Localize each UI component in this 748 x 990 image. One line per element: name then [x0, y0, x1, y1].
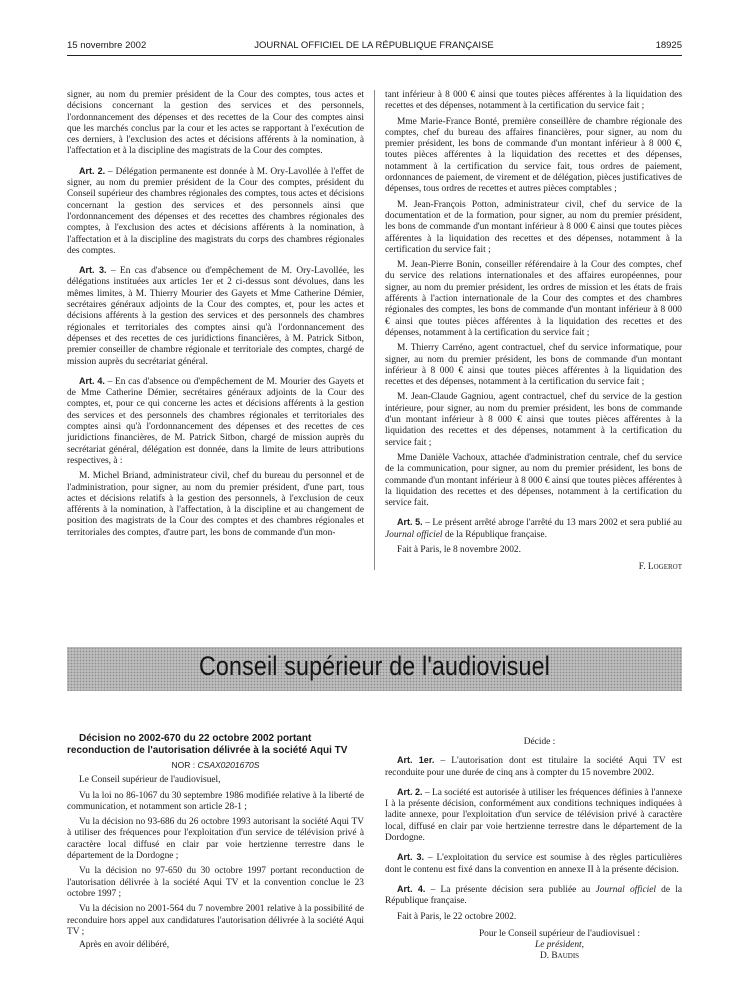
- decision-right-column: [385, 737, 682, 963]
- article-text: – En cas d'absence ou d'empêchement de M. Mourier des Gayets et de Mme Catherine Démier, secrétaires généraux adjoints de la Cour des comptes, et, pour ce qui concerne les actes et décisions afférents à la gestion des services et des personnels des chambres régionales et territoriales des comptes ainsi qu'à l'ordonnancement des dépenses et des recettes de ces juridictions financières, de M. Patrick Sitbon, chargé de mission auprès du secrétariat général, délégation est donnée, dans la limite de leurs attributions respectives, à :: [67, 376, 364, 466]
- paragraph: tant inférieur à 8 000 € ainsi que toutes pièces afférentes à la liquidation des recettes et des dépenses, notamment à la certification du service fait ;: [385, 90, 682, 112]
- journal-name: Journal officiel: [595, 884, 656, 895]
- article-text: – Délégation permanente est donnée à M. Ory-Lavollée à l'effet de signer, au nom du premier président de la Cour des comptes, président du Conseil supérieur des chambres régionales des comptes, tous actes et décisions concernant la gestion des services et des personnels ainsi que l'ordonnancement des dépenses et des recettes des chambres régionales des comptes, à l'exclusion des actes et décisions afférents à la nomination, à l'affectation et à la discipline des magistrats du corps des chambres régionales des comptes.: [67, 166, 364, 256]
- signature: F. Logerot: [638, 562, 682, 573]
- article-text: – La société est autorisée à utiliser les fréquences définies à l'annexe I à la présente décision, conformément aux conditions techniques indiquées à ladite annexe, pour l'exploitation d'un service de télévision privé à caractère local, diffusé en clair par voie hertzienne terrestre dans le département de la Dordogne.: [385, 787, 682, 844]
- section-title: Conseil supérieur de l'audiovisuel: [198, 651, 551, 681]
- article-label: Art. 3.: [397, 852, 425, 863]
- article-text: – Le présent arrêté abroge l'arrêté du 13 mars 2002 et sera publié au: [422, 518, 682, 529]
- paragraph: Mme Danièle Vachoux, attachée d'administration centrale, chef du service de la communication, pour signer, au nom du premier président, les bons de commande d'un montant inférieur à 8 000 € ainsi que toutes pièces afférentes à la liquidation des recettes et des dépenses, notamment à la certification du service fait.: [385, 452, 682, 509]
- article-text: de la République française.: [442, 529, 547, 540]
- article-label: Art. 5.: [397, 517, 423, 528]
- right-column: [385, 90, 682, 578]
- article-text: – L'exploitation du service est soumise à des règles particulières dont le contenu est fixé dans la convention en annexe II à la présente décision.: [385, 853, 682, 875]
- paragraph: Vu la loi no 86-1067 du 30 septembre 1986 modifiée relative à la liberté de communication, et notamment son article 28-1 ;: [67, 790, 364, 812]
- done-at: Fait à Paris, le 22 octobre 2002.: [397, 911, 517, 922]
- article-label: Art. 3.: [79, 265, 107, 276]
- left-column: [67, 90, 364, 543]
- article-label: Art. 4.: [79, 375, 105, 386]
- journal-title: JOURNAL OFFICIEL DE LA RÉPUBLIQUE FRANÇAISE: [254, 40, 494, 51]
- article-2: [385, 787, 682, 844]
- decide: Décide :: [523, 737, 556, 747]
- paragraph: Après en avoir délibéré,: [79, 940, 170, 951]
- article-label: Art. 4.: [397, 883, 426, 894]
- article-label: Art. 2.: [79, 165, 106, 176]
- paragraph: M. Jean-Pierre Bonin, conseiller référendaire à la Cour des comptes, chef du service des relations internationales et des affaires européennes, pour signer, au nom du premier président, les ordres de mission et les états de frais afférents à l'action internationale de la Cour des comptes et des chambres régionales des comptes, les bons de commande d'un montant inférieur à 8 000 € ainsi que toutes pièces afférentes à la liquidation des recettes et des dépenses, notamment à la certification du service fait ;: [385, 260, 682, 338]
- section-banner: [67, 647, 682, 691]
- article-5: [385, 517, 682, 541]
- signatory-for: Pour le Conseil supérieur de l'audiovisuel :: [478, 928, 641, 939]
- paragraph: Mme Marie-France Bonté, première conseillère de chambre régionale des comptes, chef du bureau des affaires financières, pour signer, au nom du premier président, les bons de commande d'un montant inférieur à 8 000 €, toutes pièces afférentes à la liquidation des recettes et des dépenses, notamment à la certification du service fait, tous ordres de paiement, ordonnances de paiement, de virement et de délégation, pièces justificatives de dépenses, tous ordres de recettes et autres pièces comptables ;: [385, 116, 682, 195]
- article-3: [385, 852, 682, 876]
- article-text: de la République française.: [385, 884, 682, 907]
- paragraph: M. Jean-Claude Gagniou, agent contractuel, chef du service de la gestion intérieure, pour signer, au nom du premier président, les bons de commande d'un montant inférieur à 8 000 € ainsi que toutes pièces afférentes à la liquidation des recettes et des dépenses, notamment à la certification du service fait ;: [385, 392, 682, 448]
- column-divider: [374, 90, 375, 570]
- nor-label: NOR :: [171, 760, 198, 770]
- paragraph: M. Thierry Carréno, agent contractuel, chef du service informatique, pour signer, au nom du premier président, les bons de commande d'un montant inférieur à 8 000 € ainsi que toutes pièces afférentes à la liquidation des recettes et des dépenses, notamment à la certification du service fait ;: [385, 343, 682, 388]
- article-4: [385, 884, 682, 908]
- page-number: 18925: [655, 40, 682, 51]
- article-label: Art. 1er.: [397, 755, 435, 766]
- paragraph: Vu la décision no 2001-564 du 7 novembre 2001 relative à la possibilité de reconduire hors appel aux candidatures l'autorisation délivrée à la société Aqui TV ;: [67, 904, 364, 937]
- article-4: [67, 376, 364, 467]
- article-3: [67, 265, 364, 368]
- article-text: – L'autorisation dont est titulaire la société Aqui TV est reconduite pour une durée de cinq ans à compter du 15 novembre 2002.: [385, 756, 682, 778]
- paragraph: Vu la décision no 97-650 du 30 octobre 1997 portant reconduction de l'autorisation délivrée à la société Aqui TV et la convention conclue le 23 octobre 1997 ;: [67, 866, 364, 899]
- signature: D. Baudis: [539, 951, 580, 962]
- decision-left-column: [67, 733, 364, 955]
- nor-reference: [67, 760, 364, 771]
- signatory-role: Le président,: [535, 940, 584, 951]
- decision-title: Décision no 2002-670 du 22 octobre 2002 portant reconduction de l'autorisation délivrée à la société Aqui TV: [67, 733, 348, 756]
- paragraph: M. Jean-François Potton, administrateur civil, chef du service de la documentation et de la formation, pour signer, au nom du premier président, les bons de commande d'un montant inférieur à 8 000 € ainsi que toutes pièces afférentes à la liquidation des recettes et des dépenses, notamment à la certification du service fait ;: [385, 199, 682, 255]
- done-at: Fait à Paris, le 8 novembre 2002.: [397, 544, 521, 555]
- paragraph: signer, au nom du premier président de la Cour des comptes, tous actes et décisions concernant la gestion des services et des personnels, l'ordonnancement des dépenses et des recettes de la Cour des comptes ainsi que les marchés conclus par la cour et les actes se rapportant à l'exécution de ces derniers, à l'exclusion des actes et décisions afférents à la nomination, à l'affectation et à la discipline des magistrats de la Cour des comptes.: [67, 90, 364, 157]
- article-text: – En cas d'absence ou d'empêchement de M. Ory-Lavollée, les délégations instituées aux articles 1er et 2 ci-dessus sont dévolues, dans les mêmes limites, à M. Thierry Mourier des Gayets et Mme Catherine Démier, secrétaires généraux adjoints de la Cour des comptes, et, pour les actes et décisions afférents à la gestion des services et des personnels des chambres régionales et territoriales des comptes ainsi qu'à l'ordonnancement des dépenses et des recettes de ces juridictions financières, à M. Patrick Sitbon, premier conseiller de chambre régionale et territoriale des comptes, chargé de mission auprès du secrétariat général.: [67, 266, 364, 367]
- paragraph: M. Michel Briand, administrateur civil, chef du bureau du personnel et de l'administration, pour signer, au nom du premier président, d'une part, tous actes et décisions relatifs à la gestion des personnels, à l'exclusion de ceux afférents à la nomination, à l'affectation, à la discipline et au changement de position des magistrats de la Cour des comptes et des chambres régionales et territoriales des comptes, d'autre part, les bons de commande d'un mon-: [67, 471, 364, 538]
- paragraph: Le Conseil supérieur de l'audiovisuel,: [79, 775, 221, 786]
- nor-code: CSAX0201670S: [197, 760, 260, 770]
- article-text: – La présente décision sera publiée au: [425, 884, 596, 895]
- journal-name: Journal officiel: [385, 529, 443, 540]
- article-1: [385, 755, 682, 779]
- header-date: 15 novembre 2002: [67, 40, 147, 51]
- article-2: [67, 166, 364, 257]
- header-rule: [67, 55, 682, 56]
- paragraph: Vu la décision no 93-686 du 26 octobre 1993 autorisant la société Aqui TV à utiliser des fréquences pour l'exploitation d'un service de télévision privé à caractère local diffusé en clair par voie hertzienne terrestre dans le département de la Dordogne ;: [67, 817, 364, 862]
- article-label: Art. 2.: [397, 786, 423, 797]
